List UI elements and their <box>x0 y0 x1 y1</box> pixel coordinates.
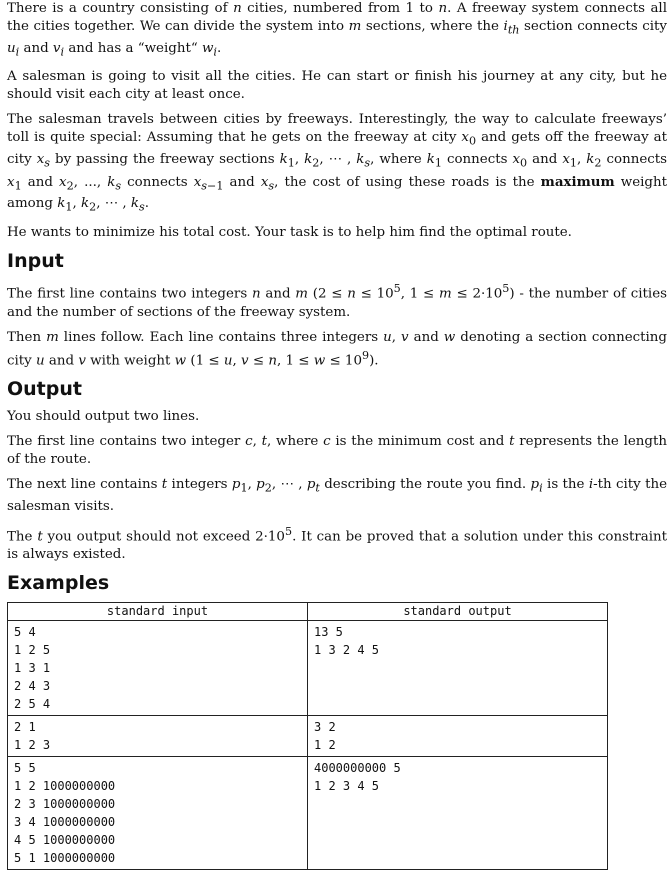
statement-paragraph-4: He wants to minimize his total cost. Your task is to help him find the optimal route. <box>7 225 572 241</box>
example-output[interactable]: 3 2 1 2 <box>314 720 336 753</box>
example-row <box>8 621 608 716</box>
statement-paragraph-3: The salesman travels between cities by freeways. Interestingly, the way to calculate freeways’ toll is quite special: Assuming that he gets on the freeway at city $x_0$ and gets off the freeway at city $x_s$ by passing the freeway sections $k_1$, $k_2$, ⋯ , $k_s$, where $k_1$ connects $x_0$ and $x_1$, $k_2$ connects $x_1$ and $x_2$, ..., $k_s$ connects $x_{s-1}$ and $x_s$, the cost of using these roads is the maximum weight among $k_1$, $k_2$, ⋯ , $k_s$. <box>7 112 668 215</box>
input-heading: Input <box>7 250 64 273</box>
output-paragraph-2: The first line contains two integer c, t, where c is the minimum cost and t represents the length of the route. <box>7 433 668 467</box>
example-output[interactable]: 13 5 1 3 2 4 5 <box>314 625 380 658</box>
standard-output-header: standard output <box>308 603 608 621</box>
examples-heading: Examples <box>7 572 110 595</box>
statement-paragraph-1: There is a country consisting of n cities, numbered from 1 to n. A freeway system connects all the cities together. We can divide the system into m sections, where the $i_{th}$ section connects city $u_i$ and $v_i$ and has a “weight“ $w_i$. <box>7 1 667 59</box>
input-paragraph-2: Then m lines follow. Each line contains three integers u, v and w denoting a section connecting city u and v with weight w (1 ≤ u, v ≤ n, $1 \le w \le 10^9$). <box>7 329 668 368</box>
example-input[interactable]: 5 5 1 2 1000000000 2 3 1000000000 3 4 1000000000 4 5 1000000000 5 1 1000000000 <box>14 761 116 866</box>
statement-paragraph-2: A salesman is going to visit all the cities. He can start or finish his journey at any city, but he should visit each city at least once. <box>7 69 667 103</box>
problem-statement <box>7 0 667 870</box>
example-input[interactable]: 5 4 1 2 5 1 3 1 2 4 3 2 5 4 <box>14 625 51 712</box>
example-row <box>8 716 608 757</box>
example-output[interactable]: 4000000000 5 1 2 3 4 5 <box>314 761 401 794</box>
output-paragraph-4: The t you output should not exceed $2\cdot 10^5$. It can be proved that a solution under this constraint is always existed. <box>7 524 668 563</box>
example-row <box>8 757 608 870</box>
input-paragraph-1: The first line contains two integers n and m ($2 \le n \le 10^5$, $1 \le m \le 2\cdot 10^5$) - the number of cities and the number of sections of the freeway system. <box>7 282 667 320</box>
output-paragraph-3: The next line contains t integers $p_1$, $p_2$, ⋯ , $p_t$ describing the route you find. $p_i$ is the i-th city the salesman visits. <box>7 476 668 514</box>
examples-table <box>7 602 608 870</box>
output-heading: Output <box>7 377 82 400</box>
example-input[interactable]: 2 1 1 2 3 <box>14 720 51 753</box>
output-paragraph-1: You should output two lines. <box>7 408 200 424</box>
emphasis-maximum: maximum <box>540 173 615 190</box>
standard-input-header: standard input <box>8 603 308 621</box>
